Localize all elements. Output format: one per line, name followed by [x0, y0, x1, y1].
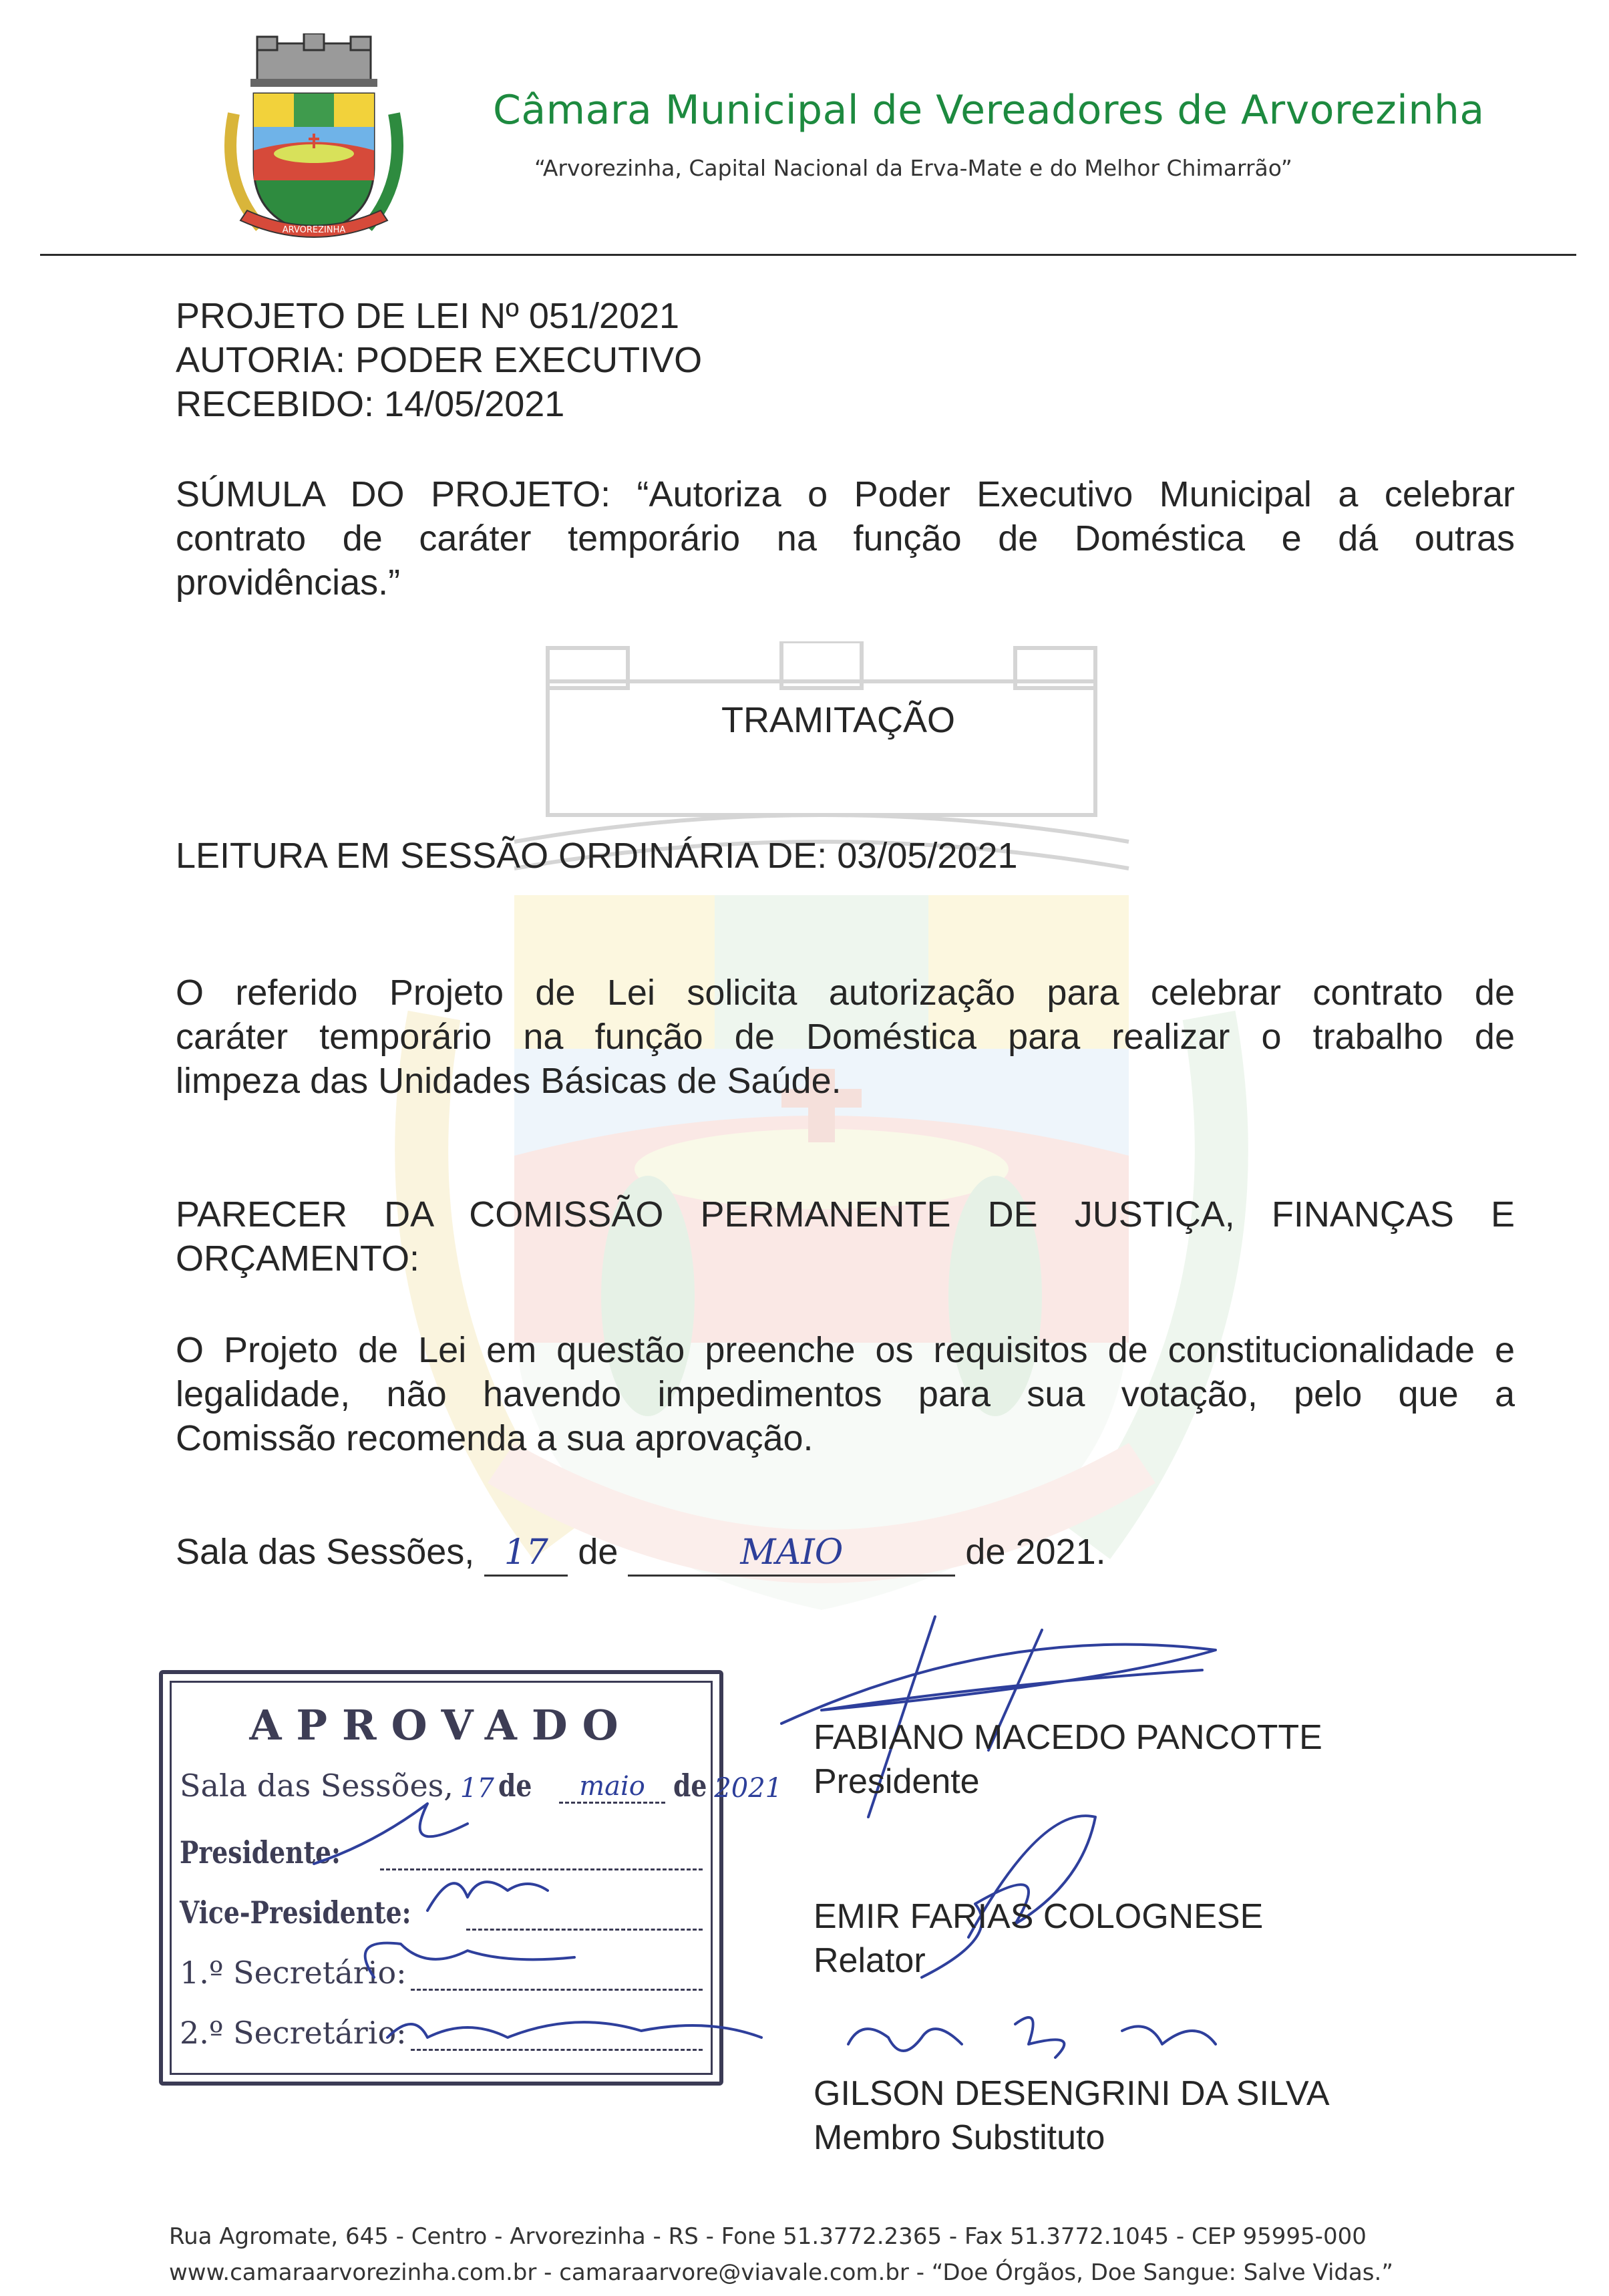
- dateline-day: 17: [504, 1532, 548, 1573]
- dateline-prefix: Sala das Sessões,: [176, 1532, 475, 1572]
- stamp-session-label: Sala das Sessões,: [180, 1768, 454, 1804]
- signer-2-name: EMIR FARIAS COLOGNESE: [814, 1897, 1264, 1936]
- dateline-suffix: de 2021.: [965, 1532, 1106, 1572]
- stamp-first-secretary-label: 1.º Secretário:: [180, 1955, 407, 1991]
- stamp-de-2: de: [673, 1768, 707, 1804]
- signer-3-signature: [848, 2017, 1216, 2058]
- approval-stamp: [159, 1670, 783, 2086]
- opinion-text-line-2: legalidade, não havendo impedimentos para sua votação, pelo que a: [176, 1374, 1515, 1414]
- signer-3-role: Membro Substituto: [814, 2118, 1105, 2157]
- request-line-2: caráter temporário na função de Doméstica para realizar o trabalho de: [176, 1017, 1515, 1057]
- stamp-second-secretary-label: 2.º Secretário:: [180, 2015, 407, 2051]
- stamp-president-line: [380, 1843, 703, 1870]
- org-name: Câmara Municipal de Vereadores de Arvorezinha: [493, 87, 1485, 134]
- signer-1-name: FABIANO MACEDO PANCOTTE: [814, 1718, 1322, 1757]
- stamp-president-label: Presidente:: [180, 1834, 341, 1870]
- opinion-heading-line-2: ORÇAMENTO:: [176, 1239, 420, 1279]
- crest-banner-text: ARVOREZINHA: [282, 225, 346, 235]
- stamp-second-secretary-row: [180, 2015, 703, 2051]
- dateline-de: de: [578, 1532, 618, 1572]
- footer-address: Rua Agromate, 645 - Centro - Arvorezinha - RS - Fone 51.3772.2365 - Fax 51.3772.1045 - CEP 95995-000: [169, 2223, 1367, 2250]
- stamp-month: maio: [559, 1771, 665, 1804]
- opinion-heading-line-1: PARECER DA COMISSÃO PERMANENTE DE JUSTIÇA, FINANÇAS E: [176, 1194, 1515, 1235]
- reading-session-date: LEITURA EM SESSÃO ORDINÁRIA DE: 03/05/2021: [176, 836, 1018, 876]
- stamp-de-1: de: [498, 1768, 532, 1804]
- dateline-day-field: [484, 1530, 568, 1577]
- stamp-first-secretary-line: [411, 1963, 703, 1991]
- header-divider: [40, 254, 1576, 256]
- stamp-second-secretary-line: [411, 2023, 703, 2051]
- opinion-text-line-1: O Projeto de Lei em questão preenche os requisitos de constitucionalidade e: [176, 1330, 1515, 1370]
- municipal-crest-icon: [220, 33, 407, 254]
- stamp-vice-row: [180, 1895, 703, 1931]
- stamp-vice-label: Vice-Presidente:: [180, 1895, 411, 1931]
- stamp-president-row: [180, 1834, 703, 1870]
- dateline: [176, 1530, 1106, 1577]
- summary-line-2: contrato de caráter temporário na função de Doméstica e dá outras: [176, 518, 1515, 558]
- bill-number: PROJETO DE LEI Nº 051/2021: [176, 296, 680, 336]
- org-motto: “Arvorezinha, Capital Nacional da Erva-Mate e do Melhor Chimarrão”: [534, 155, 1292, 181]
- stamp-year: 2021: [714, 1773, 783, 1804]
- stamp-day: 17: [460, 1773, 494, 1804]
- stamp-session-row: [180, 1768, 783, 1804]
- bill-authorship: AUTORIA: PODER EXECUTIVO: [176, 340, 703, 380]
- footer-contact: www.camaraarvorezinha.com.br - camaraarvore@viavale.com.br - “Doe Órgãos, Doe Sangue: Salve Vidas.”: [169, 2259, 1393, 2286]
- stamp-first-secretary-row: [180, 1955, 703, 1991]
- dateline-month-field: [628, 1530, 955, 1577]
- bill-received-date: RECEBIDO: 14/05/2021: [176, 384, 565, 424]
- stamp-vice-line: [466, 1903, 703, 1931]
- tramitacao-heading: TRAMITAÇÃO: [721, 700, 955, 740]
- crest-watermark-icon: [394, 641, 1249, 1683]
- summary-line-1: SÚMULA DO PROJETO: “Autoriza o Poder Executivo Municipal a celebrar: [176, 474, 1515, 514]
- request-line-1: O referido Projeto de Lei solicita autorização para celebrar contrato de: [176, 973, 1515, 1013]
- signer-1-role: Presidente: [814, 1762, 980, 1801]
- stamp-title: APROVADO: [249, 1701, 633, 1750]
- signer-2-role: Relator: [814, 1941, 926, 1980]
- summary-line-3: providências.”: [176, 562, 401, 603]
- request-line-3: limpeza das Unidades Básicas de Saúde.: [176, 1061, 842, 1101]
- signer-3-name: GILSON DESENGRINI DA SILVA: [814, 2074, 1330, 2113]
- opinion-text-line-3: Comissão recomenda a sua aprovação.: [176, 1418, 814, 1458]
- dateline-month: MAIO: [740, 1532, 844, 1573]
